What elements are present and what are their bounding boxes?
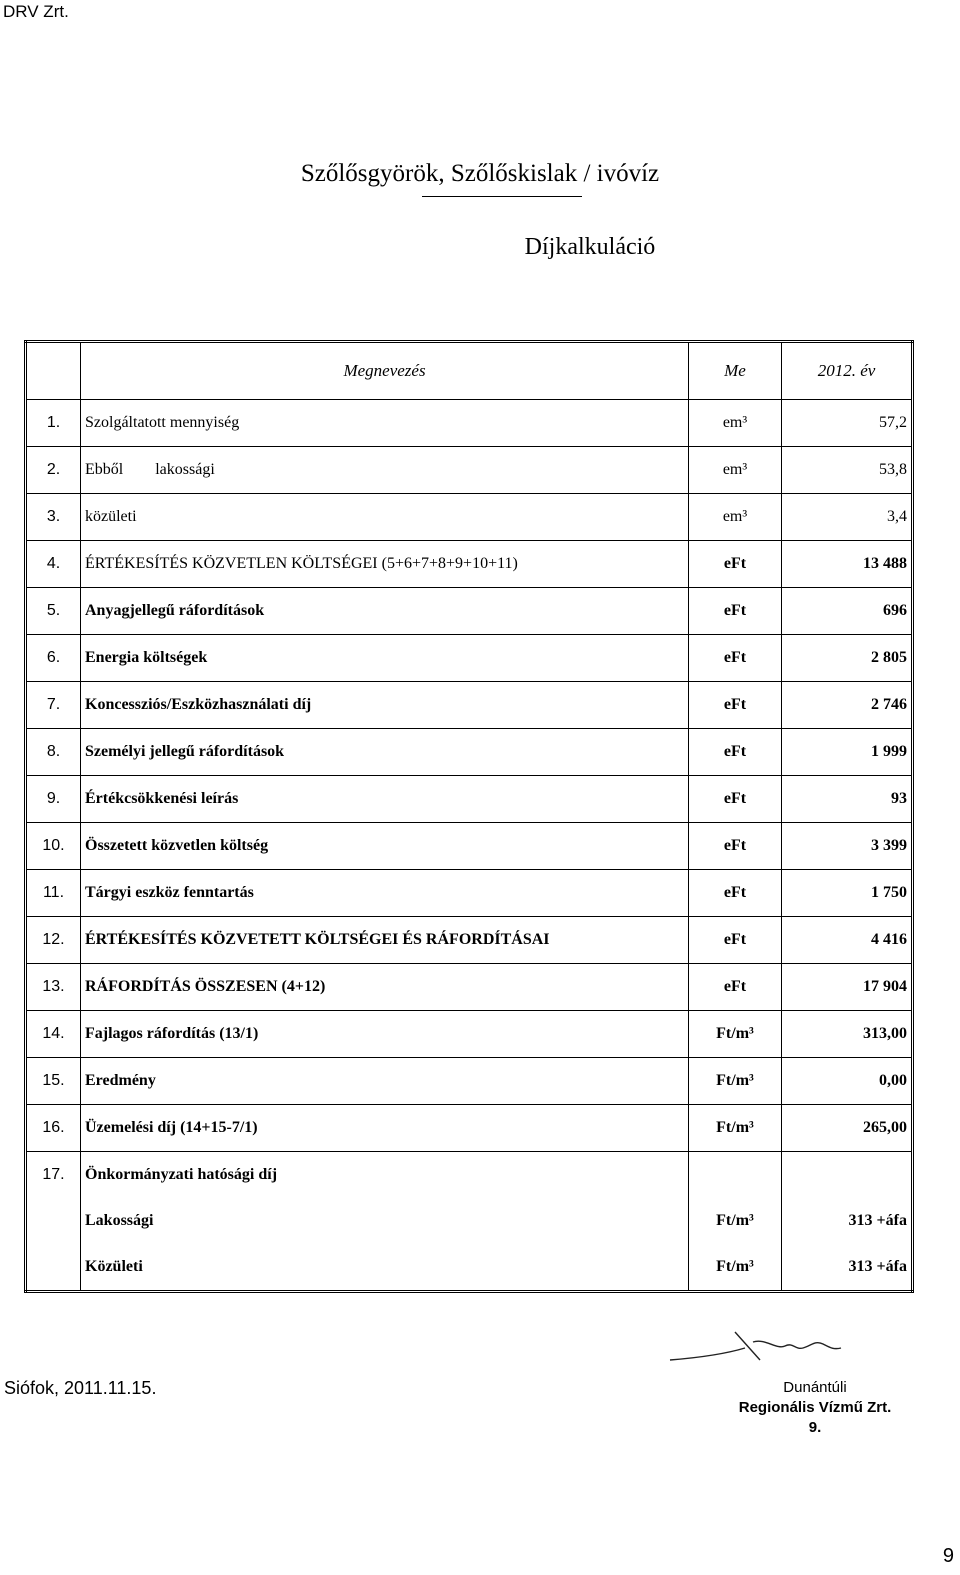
table-row <box>26 635 913 682</box>
row-value: 53,8 <box>782 447 913 494</box>
row-unit: eFt <box>689 917 782 964</box>
row-number: 5. <box>26 588 81 635</box>
signatory-line-3: 9. <box>808 1419 822 1436</box>
signatory-line-1: Dunántúli <box>783 1379 847 1396</box>
place-and-date: Siófok, 2011.11.15. <box>4 1378 157 1398</box>
row-number: 11. <box>26 870 81 917</box>
row-unit: eFt <box>689 682 782 729</box>
row-number: 8. <box>26 729 81 776</box>
table-row <box>26 917 913 964</box>
header-name: Megnevezés <box>81 342 689 400</box>
row-value: 1 999 <box>782 729 913 776</box>
row-number: 3. <box>26 494 81 541</box>
row-number: 6. <box>26 635 81 682</box>
row-name: Anyagjellegű ráfordítások <box>81 588 689 635</box>
row-number: 14. <box>26 1011 81 1058</box>
table-row <box>26 1058 913 1105</box>
row-unit: Ft/m³ <box>689 1105 782 1152</box>
row-name: Értékcsökkenési leírás <box>81 776 689 823</box>
row-unit: eFt <box>689 870 782 917</box>
row-name: Energia költségek <box>81 635 689 682</box>
row-value: 4 416 <box>782 917 913 964</box>
row-value: 2 746 <box>782 682 913 729</box>
title-underline <box>422 196 582 197</box>
table-row <box>26 1244 913 1292</box>
row-unit: Ft/m³ <box>689 1244 782 1292</box>
row-number: 4. <box>26 541 81 588</box>
row-name: Fajlagos ráfordítás (13/1) <box>81 1011 689 1058</box>
table-row <box>26 541 913 588</box>
row-unit: Ft/m³ <box>689 1198 782 1244</box>
row-unit: em³ <box>689 494 782 541</box>
row-unit: eFt <box>689 776 782 823</box>
row-value: 0,00 <box>782 1058 913 1105</box>
document-subtitle: Díjkalkuláció <box>524 234 656 260</box>
table-row <box>26 776 913 823</box>
table-row <box>26 1198 913 1244</box>
row-value: 313 +áfa <box>782 1244 913 1292</box>
row-unit: eFt <box>689 541 782 588</box>
row-name: Tárgyi eszköz fenntartás <box>81 870 689 917</box>
row-name: Összetett közvetlen költség <box>81 823 689 870</box>
row-name: Üzemelési díj (14+15-7/1) <box>81 1105 689 1152</box>
row-name: ÉRTÉKESÍTÉS KÖZVETLEN KÖLTSÉGEI (5+6+7+8+9+10+11) <box>81 541 689 588</box>
row-number: 16. <box>26 1105 81 1152</box>
row-number: 12. <box>26 917 81 964</box>
row-number: 2. <box>26 447 81 494</box>
row-name: Közületi <box>81 1244 689 1292</box>
header-year: 2012. év <box>782 342 913 400</box>
table-row <box>26 870 913 917</box>
table-row <box>26 682 913 729</box>
row-name: közületi <box>81 494 689 541</box>
row-unit: eFt <box>689 588 782 635</box>
table-row <box>26 400 913 447</box>
row-value <box>782 1152 913 1199</box>
signatory-line-2: Regionális Vízmű Zrt. <box>738 1399 892 1416</box>
row-name: ÉRTÉKESÍTÉS KÖZVETETT KÖLTSÉGEI ÉS RÁFORDÍTÁSAI <box>81 917 689 964</box>
row-unit: eFt <box>689 964 782 1011</box>
row-unit: eFt <box>689 729 782 776</box>
table-row <box>26 1011 913 1058</box>
row-value: 2 805 <box>782 635 913 682</box>
company-header: DRV Zrt. <box>3 2 69 21</box>
row-unit: em³ <box>689 400 782 447</box>
document-title: Szőlősgyörök, Szőlőskislak / ivóvíz <box>300 160 660 187</box>
table-row <box>26 494 913 541</box>
row-unit: Ft/m³ <box>689 1011 782 1058</box>
page-number: 9 <box>942 1545 954 1567</box>
signatory-block <box>690 1378 940 1438</box>
fee-calculation-table <box>24 340 914 1293</box>
table-header-row <box>26 342 913 400</box>
row-number: 15. <box>26 1058 81 1105</box>
header-unit: Me <box>689 342 782 400</box>
row-name: Önkormányzati hatósági díj <box>81 1152 689 1199</box>
row-value: 17 904 <box>782 964 913 1011</box>
row-unit: eFt <box>689 635 782 682</box>
row-number <box>26 1198 81 1244</box>
row-unit <box>689 1152 782 1199</box>
table-row <box>26 447 913 494</box>
table-row <box>26 1152 913 1199</box>
table-row <box>26 823 913 870</box>
row-unit: Ft/m³ <box>689 1058 782 1105</box>
row-name: RÁFORDÍTÁS ÖSSZESEN (4+12) <box>81 964 689 1011</box>
row-value: 3 399 <box>782 823 913 870</box>
row-name: Koncessziós/Eszközhasználati díj <box>81 682 689 729</box>
row-value: 93 <box>782 776 913 823</box>
row-value: 696 <box>782 588 913 635</box>
table-row <box>26 1105 913 1152</box>
row-value: 1 750 <box>782 870 913 917</box>
row-name: Eredmény <box>81 1058 689 1105</box>
row-number <box>26 1244 81 1292</box>
row-number: 9. <box>26 776 81 823</box>
row-unit: eFt <box>689 823 782 870</box>
row-name: Ebből lakossági <box>81 447 689 494</box>
row-name: Lakossági <box>81 1198 689 1244</box>
row-number: 13. <box>26 964 81 1011</box>
row-value: 13 488 <box>782 541 913 588</box>
table-row <box>26 729 913 776</box>
row-name: Szolgáltatott mennyiség <box>81 400 689 447</box>
header-no <box>26 342 81 400</box>
table-row <box>26 964 913 1011</box>
row-number: 1. <box>26 400 81 447</box>
row-number: 10. <box>26 823 81 870</box>
row-unit: em³ <box>689 447 782 494</box>
handwritten-signature <box>665 1320 865 1370</box>
row-value: 3,4 <box>782 494 913 541</box>
row-value: 265,00 <box>782 1105 913 1152</box>
row-name: Személyi jellegű ráfordítások <box>81 729 689 776</box>
row-number: 7. <box>26 682 81 729</box>
row-value: 313 +áfa <box>782 1198 913 1244</box>
row-value: 313,00 <box>782 1011 913 1058</box>
row-value: 57,2 <box>782 400 913 447</box>
table-row <box>26 588 913 635</box>
row-number: 17. <box>26 1152 81 1199</box>
